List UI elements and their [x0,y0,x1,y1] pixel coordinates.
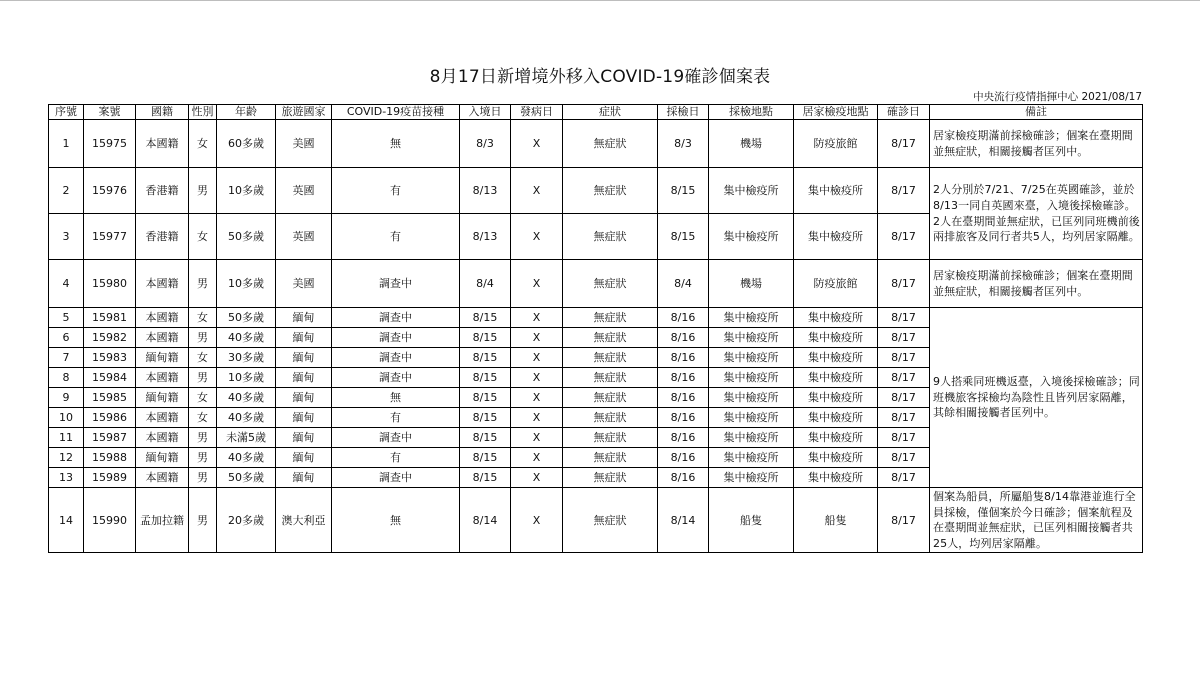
cell-seq: 4 [49,260,84,308]
cell-nationality: 緬甸籍 [136,348,189,368]
cell-case-no: 15984 [84,368,136,388]
cell-seq: 3 [49,214,84,260]
cell-test-site: 集中檢疫所 [709,388,794,408]
cell-sex: 男 [189,328,217,348]
cell-nationality: 本國籍 [136,428,189,448]
cell-sex: 男 [189,168,217,214]
cell-entry-date: 8/15 [460,328,511,348]
cell-symptoms: 無症狀 [563,468,658,488]
cell-age: 50多歲 [217,468,276,488]
cell-symptoms: 無症狀 [563,428,658,448]
cell-vaccine: 調查中 [332,260,460,308]
top-divider [0,0,1200,1]
cell-quarantine-site: 集中檢疫所 [794,428,878,448]
cell-case-no: 15986 [84,408,136,428]
cell-test-site: 集中檢疫所 [709,428,794,448]
cell-age: 20多歲 [217,488,276,553]
cell-sex: 男 [189,488,217,553]
cell-quarantine-site: 集中檢疫所 [794,468,878,488]
cell-symptoms: 無症狀 [563,260,658,308]
cell-case-no: 15985 [84,388,136,408]
cell-onset-date: X [511,214,563,260]
cell-onset-date: X [511,368,563,388]
cell-confirm-date: 8/17 [878,120,930,168]
cell-nationality: 本國籍 [136,368,189,388]
cell-confirm-date: 8/17 [878,308,930,328]
col-header-sex: 性別 [189,105,217,120]
cell-travel-country: 緬甸 [276,328,332,348]
cell-entry-date: 8/15 [460,368,511,388]
page-title: 8月17日新增境外移入COVID-19確診個案表 [429,67,771,87]
cell-quarantine-site: 集中檢疫所 [794,348,878,368]
cell-test-site: 集中檢疫所 [709,368,794,388]
cell-onset-date: X [511,168,563,214]
cell-travel-country: 緬甸 [276,428,332,448]
cell-nationality: 本國籍 [136,308,189,328]
cell-confirm-date: 8/17 [878,168,930,214]
cell-notes: 居家檢疫期滿前採檢確診；個案在臺期間並無症狀，相關接觸者匡列中。 [930,120,1143,168]
cell-sex: 女 [189,308,217,328]
cell-symptoms: 無症狀 [563,214,658,260]
cell-travel-country: 緬甸 [276,408,332,428]
col-header-nationality: 國籍 [136,105,189,120]
cell-test-site: 機場 [709,260,794,308]
cell-test-date: 8/14 [658,488,709,553]
cell-test-date: 8/16 [658,328,709,348]
cell-notes: 個案為船員，所屬船隻8/14靠港並進行全員採檢，僅個案於今日確診；個案航程及在臺期間並無症狀，已匡列相關接觸者共25人，均列居家隔離。 [930,488,1143,553]
cell-confirm-date: 8/17 [878,368,930,388]
cell-entry-date: 8/15 [460,308,511,328]
cell-test-site: 集中檢疫所 [709,328,794,348]
cell-confirm-date: 8/17 [878,328,930,348]
cell-age: 50多歲 [217,214,276,260]
cell-case-no: 15990 [84,488,136,553]
cell-seq: 9 [49,388,84,408]
cell-vaccine: 調查中 [332,328,460,348]
cell-confirm-date: 8/17 [878,214,930,260]
cell-travel-country: 美國 [276,120,332,168]
cell-onset-date: X [511,260,563,308]
cell-quarantine-site: 集中檢疫所 [794,388,878,408]
cell-entry-date: 8/15 [460,448,511,468]
cell-test-date: 8/16 [658,348,709,368]
cell-onset-date: X [511,468,563,488]
cell-test-date: 8/16 [658,448,709,468]
cell-seq: 2 [49,168,84,214]
cell-confirm-date: 8/17 [878,488,930,553]
cell-travel-country: 英國 [276,168,332,214]
cell-quarantine-site: 防疫旅館 [794,260,878,308]
cell-quarantine-site: 集中檢疫所 [794,168,878,214]
col-header-onset-date: 發病日 [511,105,563,120]
cell-vaccine: 調查中 [332,468,460,488]
col-header-test-date: 採檢日 [658,105,709,120]
cell-case-no: 15989 [84,468,136,488]
cell-sex: 女 [189,408,217,428]
cell-sex: 男 [189,448,217,468]
cell-onset-date: X [511,408,563,428]
cell-quarantine-site: 集中檢疫所 [794,408,878,428]
cell-symptoms: 無症狀 [563,120,658,168]
cell-test-date: 8/4 [658,260,709,308]
cell-nationality: 本國籍 [136,120,189,168]
cell-vaccine: 有 [332,168,460,214]
col-header-confirm-date: 確診日 [878,105,930,120]
cell-quarantine-site: 集中檢疫所 [794,308,878,328]
cell-seq: 7 [49,348,84,368]
cell-travel-country: 緬甸 [276,348,332,368]
cell-vaccine: 有 [332,408,460,428]
cell-entry-date: 8/15 [460,388,511,408]
cell-quarantine-site: 防疫旅館 [794,120,878,168]
cell-case-no: 15976 [84,168,136,214]
cell-vaccine: 有 [332,448,460,468]
cell-vaccine: 無 [332,488,460,553]
col-header-quarantine-site: 居家檢疫地點 [794,105,878,120]
col-header-seq: 序號 [49,105,84,120]
cell-sex: 女 [189,348,217,368]
cell-travel-country: 澳大利亞 [276,488,332,553]
cell-onset-date: X [511,348,563,368]
cell-age: 40多歲 [217,328,276,348]
cell-test-site: 集中檢疫所 [709,214,794,260]
cell-case-no: 15987 [84,428,136,448]
cell-age: 30多歲 [217,348,276,368]
cell-symptoms: 無症狀 [563,488,658,553]
cell-symptoms: 無症狀 [563,168,658,214]
cell-seq: 6 [49,328,84,348]
cell-age: 50多歲 [217,308,276,328]
table-row [49,488,1143,553]
cell-test-site: 集中檢疫所 [709,468,794,488]
col-header-notes: 備註 [930,105,1143,120]
cell-onset-date: X [511,448,563,468]
cell-confirm-date: 8/17 [878,408,930,428]
cell-test-site: 集中檢疫所 [709,168,794,214]
cell-travel-country: 美國 [276,260,332,308]
cell-test-date: 8/16 [658,388,709,408]
cell-vaccine: 無 [332,388,460,408]
cell-seq: 14 [49,488,84,553]
table-row [49,260,1143,308]
col-header-entry-date: 入境日 [460,105,511,120]
cell-seq: 13 [49,468,84,488]
cell-symptoms: 無症狀 [563,368,658,388]
cell-age: 40多歲 [217,448,276,468]
cell-nationality: 緬甸籍 [136,448,189,468]
table-row [49,120,1143,168]
cell-nationality: 香港籍 [136,214,189,260]
cell-case-no: 15981 [84,308,136,328]
cell-test-site: 機場 [709,120,794,168]
cell-vaccine: 調查中 [332,368,460,388]
cell-age: 未滿5歲 [217,428,276,448]
case-table [48,104,1143,553]
cell-vaccine: 調查中 [332,348,460,368]
cell-entry-date: 8/13 [460,168,511,214]
cell-nationality: 香港籍 [136,168,189,214]
cell-test-date: 8/15 [658,214,709,260]
cell-onset-date: X [511,120,563,168]
table-row [49,168,1143,214]
cell-entry-date: 8/15 [460,408,511,428]
cell-seq: 5 [49,308,84,328]
cell-travel-country: 緬甸 [276,468,332,488]
cell-seq: 12 [49,448,84,468]
cell-nationality: 緬甸籍 [136,388,189,408]
cell-test-date: 8/16 [658,368,709,388]
cell-quarantine-site: 集中檢疫所 [794,368,878,388]
cell-sex: 男 [189,468,217,488]
col-header-travel-country: 旅遊國家 [276,105,332,120]
cell-notes: 2人分別於7/21、7/25在英國確診，並於8/13一同自英國來臺，入境後採檢確診。2人在臺期間並無症狀，已匡列同班機前後兩排旅客及同行者共5人，均列居家隔離。 [930,168,1143,260]
cell-quarantine-site: 集中檢疫所 [794,448,878,468]
cell-case-no: 15983 [84,348,136,368]
cell-quarantine-site: 集中檢疫所 [794,214,878,260]
cell-test-date: 8/16 [658,468,709,488]
cell-symptoms: 無症狀 [563,308,658,328]
cell-age: 60多歲 [217,120,276,168]
cell-entry-date: 8/3 [460,120,511,168]
cell-test-site: 集中檢疫所 [709,408,794,428]
header-row [49,105,1143,120]
cell-case-no: 15977 [84,214,136,260]
cell-case-no: 15988 [84,448,136,468]
cell-sex: 女 [189,388,217,408]
cell-seq: 1 [49,120,84,168]
cell-confirm-date: 8/17 [878,348,930,368]
col-header-test-site: 採檢地點 [709,105,794,120]
col-header-case-no: 案號 [84,105,136,120]
cell-age: 10多歲 [217,368,276,388]
col-header-vaccine: COVID-19疫苗接種 [332,105,460,120]
table-row [49,308,1143,328]
cell-age: 10多歲 [217,168,276,214]
cell-case-no: 15982 [84,328,136,348]
cell-symptoms: 無症狀 [563,348,658,368]
cell-age: 40多歲 [217,388,276,408]
cell-quarantine-site: 集中檢疫所 [794,328,878,348]
cell-entry-date: 8/15 [460,468,511,488]
cell-confirm-date: 8/17 [878,388,930,408]
cell-confirm-date: 8/17 [878,428,930,448]
cell-confirm-date: 8/17 [878,468,930,488]
cell-nationality: 本國籍 [136,260,189,308]
cell-onset-date: X [511,388,563,408]
cell-case-no: 15980 [84,260,136,308]
cell-notes: 9人搭乘同班機返臺，入境後採檢確診；同班機旅客採檢均為陰性且皆列居家隔離，其餘相關接觸者匡列中。 [930,308,1143,488]
cell-test-date: 8/3 [658,120,709,168]
cell-travel-country: 緬甸 [276,448,332,468]
cell-vaccine: 無 [332,120,460,168]
cell-onset-date: X [511,308,563,328]
cell-onset-date: X [511,488,563,553]
cell-test-site: 集中檢疫所 [709,348,794,368]
cell-onset-date: X [511,428,563,448]
cell-travel-country: 緬甸 [276,308,332,328]
cell-nationality: 本國籍 [136,408,189,428]
cell-entry-date: 8/14 [460,488,511,553]
cell-sex: 男 [189,260,217,308]
cell-symptoms: 無症狀 [563,328,658,348]
cell-onset-date: X [511,328,563,348]
col-header-age: 年齡 [217,105,276,120]
cell-vaccine: 調查中 [332,308,460,328]
cell-travel-country: 緬甸 [276,368,332,388]
cell-vaccine: 調查中 [332,428,460,448]
cell-travel-country: 英國 [276,214,332,260]
cell-entry-date: 8/4 [460,260,511,308]
cell-quarantine-site: 船隻 [794,488,878,553]
cell-seq: 8 [49,368,84,388]
cell-test-date: 8/15 [658,168,709,214]
cell-notes: 居家檢疫期滿前採檢確診；個案在臺期間並無症狀，相關接觸者匡列中。 [930,260,1143,308]
cell-test-site: 船隻 [709,488,794,553]
cell-vaccine: 有 [332,214,460,260]
col-header-symptoms: 症狀 [563,105,658,120]
cell-confirm-date: 8/17 [878,448,930,468]
cell-age: 10多歲 [217,260,276,308]
source-line: 中央流行疫情指揮中心 2021/08/17 [973,91,1142,103]
cell-age: 40多歲 [217,408,276,428]
cell-sex: 男 [189,368,217,388]
cell-entry-date: 8/13 [460,214,511,260]
cell-test-date: 8/16 [658,308,709,328]
cell-test-date: 8/16 [658,408,709,428]
cell-sex: 女 [189,214,217,260]
cell-confirm-date: 8/17 [878,260,930,308]
cell-travel-country: 緬甸 [276,388,332,408]
cell-symptoms: 無症狀 [563,408,658,428]
cell-nationality: 本國籍 [136,468,189,488]
cell-seq: 11 [49,428,84,448]
cell-nationality: 本國籍 [136,328,189,348]
cell-nationality: 孟加拉籍 [136,488,189,553]
cell-sex: 男 [189,428,217,448]
cell-case-no: 15975 [84,120,136,168]
cell-test-site: 集中檢疫所 [709,448,794,468]
cell-symptoms: 無症狀 [563,388,658,408]
cell-test-site: 集中檢疫所 [709,308,794,328]
cell-seq: 10 [49,408,84,428]
cell-entry-date: 8/15 [460,348,511,368]
cell-sex: 女 [189,120,217,168]
cell-test-date: 8/16 [658,428,709,448]
cell-entry-date: 8/15 [460,428,511,448]
cell-symptoms: 無症狀 [563,448,658,468]
